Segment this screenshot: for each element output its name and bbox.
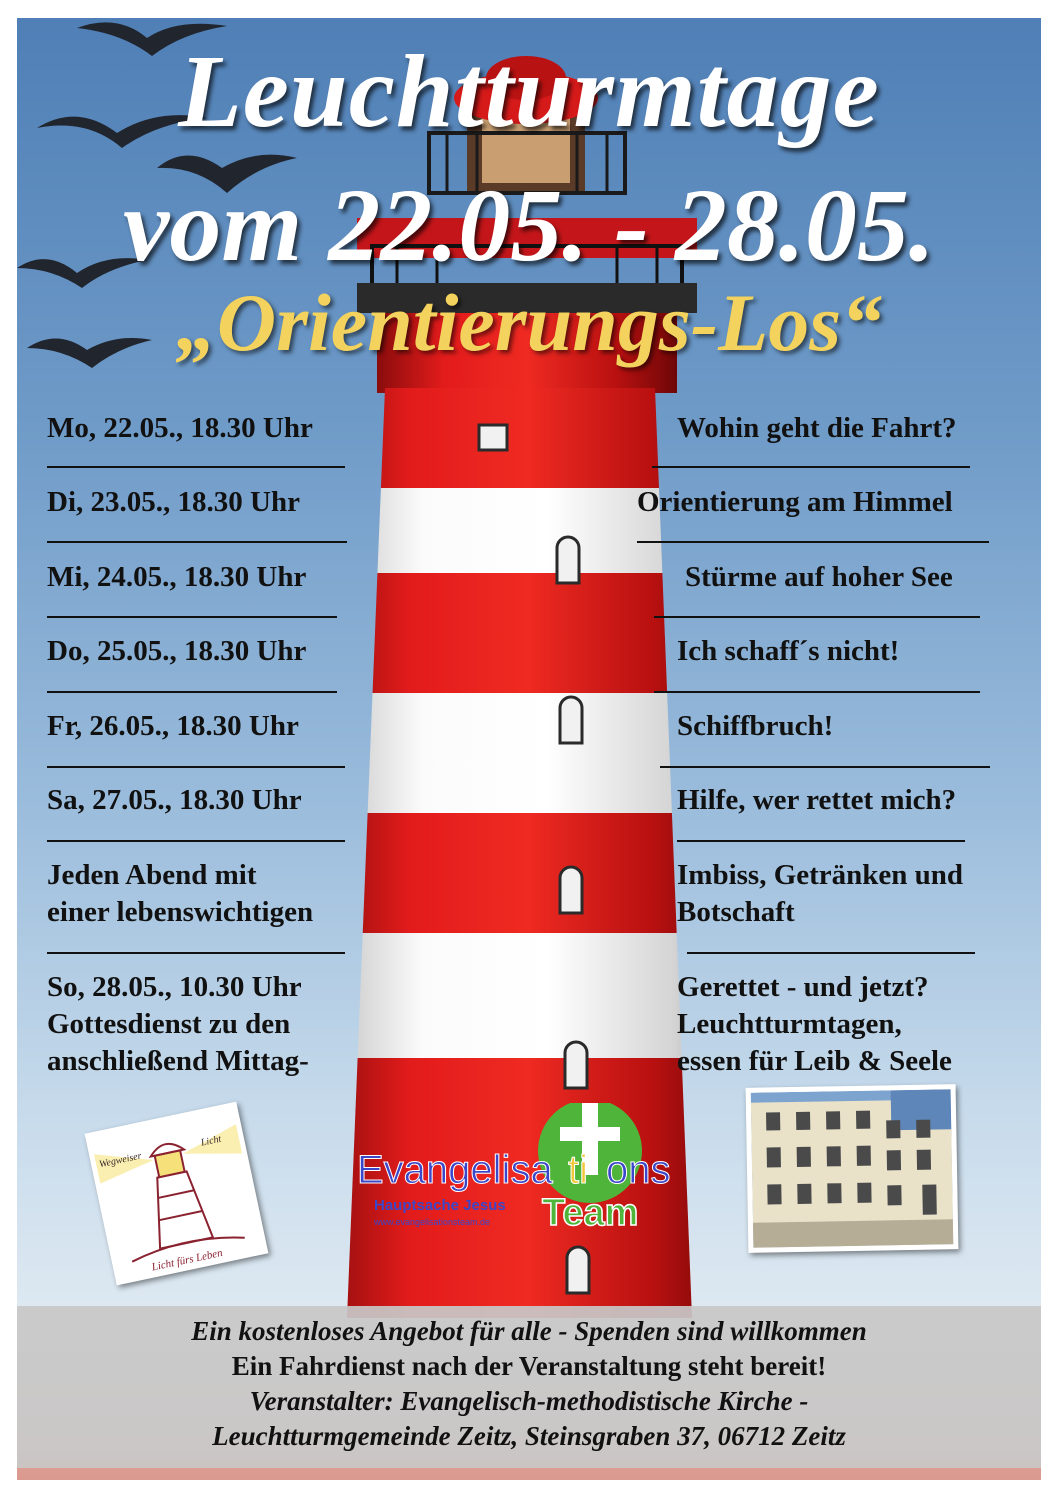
- divider: [47, 840, 345, 842]
- divider: [637, 541, 989, 543]
- sunday-right-line-2: Leuchtturmtagen,: [677, 1008, 902, 1040]
- divider: [687, 952, 975, 954]
- schedule-date-1: Mo, 22.05., 18.30 Uhr: [47, 412, 313, 444]
- schedule-date-4: Do, 25.05., 18.30 Uhr: [47, 635, 307, 667]
- logo-word-ons: ons: [606, 1148, 671, 1192]
- divider: [660, 766, 990, 768]
- footer-line-4: Leuchtturmgemeinde Zeitz, Steinsgraben 37, 06712 Zeitz: [212, 1421, 846, 1451]
- lighthouse-logo-sticker: [85, 1102, 269, 1286]
- footer-line-1: Ein kostenloses Angebot für alle - Spenden sind willkommen: [191, 1316, 867, 1346]
- sunday-left-line-1: So, 28.05., 10.30 Uhr: [47, 971, 302, 1003]
- schedule-topic-5: Schiffbruch!: [677, 710, 834, 742]
- divider: [47, 691, 337, 693]
- lighthouse-sketch-icon: [85, 1102, 269, 1286]
- schedule-topic-3: Stürme auf hoher See: [685, 561, 953, 593]
- divider: [47, 952, 345, 954]
- sticker-label-left: Wegweiser: [98, 1150, 143, 1171]
- divider: [677, 840, 965, 842]
- divider: [654, 616, 980, 618]
- subtitle: „Orientierungs-Los“: [175, 277, 883, 368]
- logo-tagline: Hauptsache Jesus: [374, 1197, 506, 1214]
- sunday-left-line-2: Gottesdienst zu den: [47, 1008, 291, 1040]
- schedule-date-3: Mi, 24.05., 18.30 Uhr: [47, 561, 307, 593]
- schedule-topic-4: Ich schaff´s nicht!: [677, 635, 900, 667]
- divider: [652, 466, 970, 468]
- footer-line-2: Ein Fahrdienst nach der Veranstaltung steht bereit!: [231, 1351, 827, 1381]
- every-evening-right-line-1: Imbiss, Getränken und: [677, 859, 964, 891]
- church-building-photo: [746, 1084, 959, 1253]
- divider: [47, 766, 345, 768]
- schedule-topic-1: Wohin geht die Fahrt?: [677, 412, 957, 444]
- divider: [654, 691, 980, 693]
- logo-word-ti: ti: [568, 1148, 588, 1192]
- divider: [47, 616, 337, 618]
- footer-line-3: Veranstalter: Evangelisch-methodistische Kirche -: [249, 1386, 809, 1416]
- divider: [47, 541, 347, 543]
- poster: [17, 18, 1041, 1480]
- every-evening-line-1: Jeden Abend mit: [47, 859, 257, 891]
- logo-website: www.evangelisationsteam.de: [374, 1217, 491, 1227]
- evangelisationsteam-logo: [352, 1103, 682, 1243]
- logo-word-evangelisa: Evangelisa: [357, 1148, 553, 1192]
- sticker-label-bottom: Licht fürs Leben: [150, 1246, 224, 1274]
- every-evening-right-line-2: Botschaft: [677, 896, 795, 928]
- sunday-left-line-3: anschließend Mittag-: [47, 1045, 309, 1077]
- sunday-right-line-1: Gerettet - und jetzt?: [677, 971, 929, 1003]
- divider: [47, 466, 345, 468]
- logo-word-team: Team: [542, 1192, 639, 1234]
- schedule-date-6: Sa, 27.05., 18.30 Uhr: [47, 784, 302, 816]
- schedule-date-5: Fr, 26.05., 18.30 Uhr: [47, 710, 299, 742]
- footer-banner: [17, 1306, 1041, 1468]
- every-evening-line-2: einer lebenswichtigen: [47, 896, 314, 928]
- schedule-date-2: Di, 23.05., 18.30 Uhr: [47, 486, 300, 518]
- schedule-topic-2: Orientierung am Himmel: [637, 486, 953, 518]
- sunday-right-line-3: essen für Leib & Seele: [677, 1045, 952, 1077]
- title-line-2: vom 22.05. - 28.05.: [123, 168, 935, 283]
- sticker-label-right: Licht: [199, 1133, 223, 1149]
- title-line-1: Leuchtturmtage: [178, 34, 880, 149]
- schedule-topic-6: Hilfe, wer rettet mich?: [677, 784, 957, 816]
